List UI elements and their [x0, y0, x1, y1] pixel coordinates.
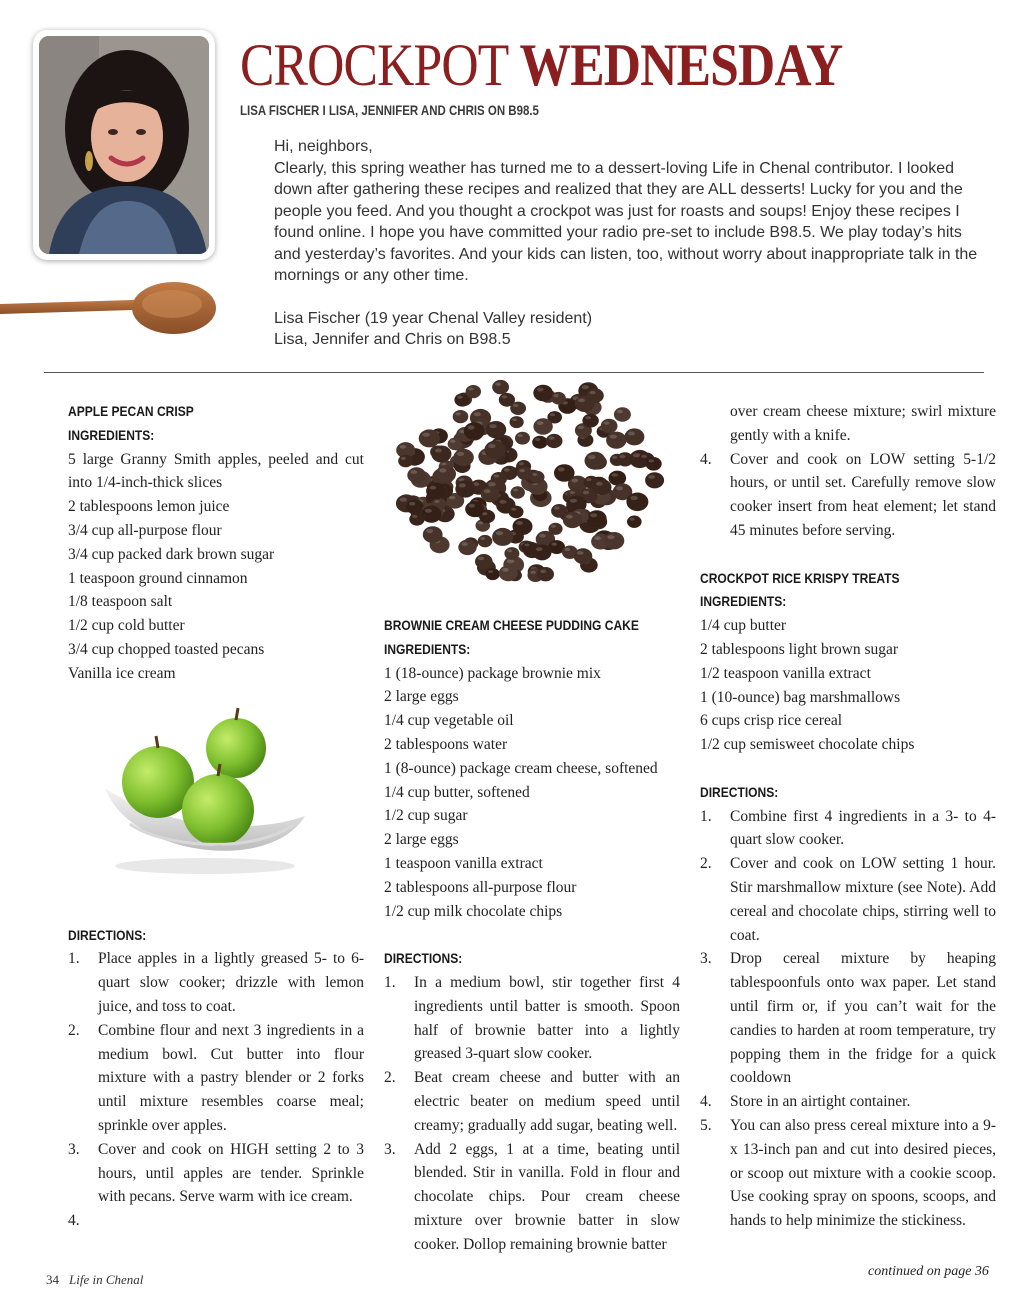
- chocolate-chip-highlight: [401, 457, 406, 460]
- chocolate-chip-highlight: [480, 537, 485, 540]
- chocolate-chip-highlight: [519, 462, 524, 465]
- step-number: 2.: [68, 1021, 80, 1039]
- chocolate-chip-highlight: [648, 459, 654, 462]
- chocolate-chip: [563, 512, 582, 528]
- chocolate-chip-highlight: [539, 534, 546, 538]
- chocolate-chip: [455, 480, 475, 497]
- chocolate-chip: [504, 547, 519, 560]
- chocolate-chip-highlight: [409, 502, 415, 506]
- byline: LISA FISCHER I LISA, JENNIFER AND CHRIS ON B98.5: [240, 102, 539, 118]
- chocolate-chip: [426, 483, 445, 500]
- chocolate-chip-highlight: [617, 410, 623, 413]
- step-text: Store in an airtight container.: [730, 1093, 911, 1111]
- step-text: Place apples in a lightly greased 5- to 6-quart slow cooker; drizzle with lemon juice, and toss to coat.: [98, 950, 364, 1015]
- chocolate-chip-highlight: [513, 404, 519, 407]
- author-photo: [33, 30, 215, 260]
- chocolate-chip: [609, 471, 627, 486]
- chocolate-chip-highlight: [488, 444, 495, 448]
- direction-step: [68, 947, 364, 1018]
- author-portrait-image: [39, 36, 209, 254]
- chocolate-chip: [587, 388, 604, 403]
- chocolate-chip: [517, 467, 533, 480]
- chocolate-chip-highlight: [610, 435, 617, 439]
- chocolate-chip-highlight: [586, 478, 591, 481]
- chocolate-chip-highlight: [566, 515, 573, 519]
- ingredient-item: 1/2 cup semisweet chocolate chips: [700, 736, 915, 754]
- page-title: [240, 30, 842, 100]
- chocolate-chip: [551, 392, 566, 405]
- chocolate-chip-highlight: [551, 525, 556, 528]
- ingredient-item: 1 teaspoon vanilla extract: [384, 854, 543, 872]
- ingredient-item: 1/2 cup sugar: [384, 807, 468, 825]
- chocolate-chip-highlight: [439, 468, 446, 472]
- chocolate-chip-highlight: [565, 548, 571, 551]
- chocolate-chip: [458, 540, 476, 556]
- continued-note: continued on page 36: [868, 1264, 989, 1279]
- chocolate-chip-highlight: [435, 500, 440, 503]
- ingredient-item: 2 tablespoons lemon juice: [68, 498, 230, 516]
- direction-step: [68, 1209, 364, 1233]
- signature-line-2: Lisa, Jennifer and Chris on B98.5: [274, 331, 511, 348]
- direction-step: [700, 947, 996, 1090]
- chocolate-chip: [522, 541, 537, 553]
- chocolate-chip: [486, 568, 500, 580]
- chocolate-chip-highlight: [620, 455, 626, 458]
- chocolate-chip: [510, 402, 526, 415]
- chocolate-chip-highlight: [400, 498, 407, 502]
- chocolate-chip-highlight: [612, 473, 618, 477]
- chocolate-chip-highlight: [484, 489, 491, 493]
- ingredient-item: 1 (18-ounce) package brownie mix: [384, 664, 601, 682]
- greeting: Hi, neighbors,: [274, 138, 373, 155]
- ingredient-item: 1/4 cup butter, softened: [384, 783, 530, 801]
- chocolate-chip: [546, 434, 563, 448]
- chocolate-chip: [582, 414, 598, 428]
- ingredient-item: 5 large Granny Smith apples, peeled and cut into 1/4-inch-thick slices: [68, 450, 364, 492]
- ingredient-item: 2 tablespoons all-purpose flour: [384, 878, 577, 896]
- chocolate-chip-highlight: [435, 449, 442, 453]
- ingredient-item: 2 tablespoons water: [384, 735, 508, 753]
- ingredient-item: 6 cups crisp rice cereal: [700, 712, 843, 730]
- chocolate-chip: [533, 418, 552, 434]
- chocolate-chip: [510, 416, 524, 428]
- direction-step: [700, 852, 996, 947]
- chocolate-chip-highlight: [604, 421, 610, 424]
- chocolate-chip: [548, 523, 562, 535]
- chocolate-chip: [585, 452, 606, 470]
- chocolate-chip-highlight: [571, 479, 578, 483]
- ingredient-item: 2 large eggs: [384, 688, 459, 706]
- chocolate-chip: [398, 455, 413, 468]
- chocolate-chip-highlight: [459, 483, 466, 487]
- step-text: Cover and cook on LOW setting 1 hour. Stir marshmallow mixture (see Note). Add cereal and chocolate chips, stirring well to coat.: [730, 855, 996, 944]
- chocolate-chip-highlight: [478, 557, 484, 561]
- chocolate-chip-highlight: [441, 463, 446, 466]
- step-number: 1.: [700, 807, 712, 825]
- chocolate-chip-highlight: [583, 491, 589, 495]
- direction-step: [700, 1090, 996, 1114]
- ingredient-item: 3/4 cup all-purpose flour: [68, 521, 222, 539]
- chocolate-chip-highlight: [594, 536, 601, 540]
- chocolate-chip-highlight: [549, 436, 555, 439]
- chocolate-chip-highlight: [535, 438, 540, 441]
- ingredient-item: 1/4 cup vegetable oil: [384, 712, 514, 730]
- ingredient-item: 1 (8-ounce) package cream cheese, softened: [384, 759, 658, 777]
- direction-step: [68, 1138, 364, 1209]
- step-number: 4.: [68, 1212, 80, 1230]
- chocolate-chip-highlight: [494, 474, 500, 477]
- chocolate-chip: [436, 465, 456, 482]
- direction-step: [700, 1114, 996, 1233]
- direction-step-continuation: [700, 400, 996, 448]
- step-number: 2.: [700, 855, 712, 873]
- chocolate-chip: [554, 464, 575, 482]
- chocolate-chip: [606, 432, 626, 449]
- chocolate-chip-highlight: [530, 571, 536, 574]
- chocolate-chip-highlight: [532, 473, 537, 476]
- chocolate-chip-highlight: [630, 518, 635, 521]
- chocolate-chip-highlight: [500, 500, 507, 504]
- chocolate-chip: [511, 486, 525, 498]
- ingredient-item: 3/4 cup packed dark brown sugar: [68, 545, 275, 563]
- chocolate-chip: [614, 407, 631, 421]
- step-text: Beat cream cheese and butter with an electric beater on medium speed until creamy; gradually add sugar, beating well.: [414, 1069, 680, 1134]
- intro-paragraph: Clearly, this spring weather has turned me to a dessert-loving Life in Chenal contributor. I looked down after gathering these recipes and realized that they are ALL desserts! Lucky for you and the people you feed. And you thought a crockpot was just for roasts and soups! Enjoy these recipes I found online. I hope you have committed your radio pre-set to include B98.5. We play today’s hits and yesterday’s favorites. And your kids can listen, too, without worry about inappropriate talk in the mornings or any other time.: [274, 159, 978, 284]
- chocolate-chip-highlight: [430, 486, 437, 490]
- chocolate-chip-highlight: [525, 543, 530, 546]
- magazine-name: Life in Chenal: [69, 1272, 144, 1287]
- chocolate-chip: [533, 385, 553, 402]
- chocolate-chip: [627, 516, 642, 528]
- step-text: Add 2 eggs, 1 at a time, beating until blended. Stir in vanilla. Fold in flour and chocolate chips. Pour cream cheese mixture over brownie batter in slow cooker. Dollop remaining brownie batter: [414, 1140, 680, 1253]
- chocolate-chips-image: [388, 374, 668, 599]
- chocolate-chip-highlight: [578, 426, 584, 429]
- chocolate-chip: [645, 472, 664, 488]
- step-number: 3.: [384, 1140, 396, 1158]
- chocolate-chip-highlight: [607, 535, 614, 539]
- chocolate-chip-highlight: [455, 412, 460, 415]
- chocolate-chip-highlight: [502, 568, 509, 572]
- chocolate-chip: [537, 567, 554, 581]
- chocolate-chip-highlight: [450, 440, 455, 443]
- chocolate-chip: [419, 429, 440, 447]
- chocolate-chip-highlight: [488, 570, 493, 573]
- chocolate-chip: [465, 501, 484, 517]
- chocolate-chip: [574, 548, 593, 564]
- chocolate-chip-highlight: [554, 394, 559, 397]
- recipe-brownie-pudding-cake: [384, 614, 680, 1257]
- direction-step: [68, 1019, 364, 1138]
- directions-heading: DIRECTIONS:: [700, 783, 779, 800]
- chocolate-chip-highlight: [422, 433, 429, 437]
- step-text: Combine flour and next 3 ingredients in a medium bowl. Cut butter into flour mixture with a pastry blender or 2 forks until mixture resembles coarse meal; sprinkle over apples.: [98, 1021, 364, 1134]
- chocolate-chip-highlight: [412, 515, 417, 518]
- chocolate-chip-highlight: [570, 491, 575, 494]
- direction-step: [384, 1138, 680, 1257]
- chocolate-chip: [478, 535, 493, 547]
- chocolate-chip-highlight: [457, 452, 464, 456]
- chocolate-chip-highlight: [590, 513, 597, 517]
- directions-list: [68, 947, 364, 1233]
- step-number: 2.: [384, 1069, 396, 1087]
- chocolate-chip-highlight: [495, 383, 501, 386]
- page-number: 34: [46, 1272, 59, 1287]
- chocolate-chip-highlight: [489, 424, 496, 428]
- ingredient-item: 2 tablespoons light brown sugar: [700, 640, 899, 658]
- ingredient-item: Vanilla ice cream: [68, 664, 176, 682]
- chocolate-chip-highlight: [462, 542, 468, 546]
- chocolate-chip-highlight: [570, 499, 577, 503]
- chocolate-chip: [532, 436, 547, 449]
- chocolate-chip-highlight: [588, 455, 595, 459]
- title-bold: WEDNESDAY: [519, 32, 843, 98]
- direction-step: [700, 805, 996, 853]
- chocolate-chip: [406, 499, 424, 514]
- recipe-title: BROWNIE CREAM CHEESE PUDDING CAKE: [384, 617, 639, 633]
- chocolate-chip-highlight: [400, 445, 407, 449]
- chocolate-chip-highlight: [577, 551, 584, 555]
- chocolate-chip-highlight: [474, 412, 481, 416]
- chocolate-chip-highlight: [518, 434, 523, 437]
- chocolate-chip: [587, 510, 607, 527]
- chocolate-chip: [475, 554, 493, 569]
- chocolate-chip-highlight: [551, 543, 557, 546]
- ingredients-heading: INGREDIENTS:: [68, 426, 155, 443]
- step-text: Drop cereal mixture by heaping tablespoonfuls onto wax paper. Let stand until firm or, if you can’t wait for the candies to harden at room temperature, try popping them in the fridge for a quick cooldown: [730, 950, 996, 1087]
- direction-step: [384, 971, 680, 1066]
- chocolate-chip: [409, 513, 424, 526]
- directions-heading: DIRECTIONS:: [384, 950, 463, 967]
- ingredient-list: [68, 495, 364, 685]
- ingredient-item: 1/2 cup milk chocolate chips: [384, 902, 563, 920]
- chocolate-chip-highlight: [641, 455, 647, 458]
- chocolate-chip-highlight: [411, 470, 418, 474]
- chocolate-chip: [481, 487, 500, 503]
- chocolate-chip: [626, 493, 648, 512]
- chocolate-chip-highlight: [537, 421, 544, 425]
- step-text: Cover and cook on HIGH setting 2 to 3 hours, until apples are tender. Sprinkle with pecans. Serve warm with ice cream.: [98, 1140, 364, 1206]
- chocolate-chip-highlight: [502, 395, 508, 398]
- chocolate-chip-highlight: [596, 482, 603, 486]
- wooden-spoon-icon: [0, 276, 220, 346]
- chocolate-chip-highlight: [578, 398, 585, 402]
- chocolate-chip: [431, 446, 451, 463]
- ingredient-item: 1/4 cup butter: [700, 617, 787, 635]
- chocolate-chip-highlight: [558, 467, 565, 471]
- chocolate-chip: [486, 421, 506, 438]
- chocolate-chip-highlight: [425, 509, 432, 513]
- chocolate-chip-highlight: [507, 549, 512, 552]
- recipe-apple-pecan-crisp: [68, 400, 364, 1233]
- chocolate-chip-highlight: [582, 385, 589, 389]
- ingredient-item: 1/2 cup cold butter: [68, 617, 185, 635]
- chocolate-chip-highlight: [504, 468, 510, 471]
- ingredient-item: 2 large eggs: [384, 831, 459, 849]
- chocolate-chip-highlight: [520, 469, 525, 472]
- chocolate-chip: [624, 428, 644, 445]
- step-number: 3.: [700, 950, 712, 968]
- intro-letter: [274, 136, 990, 351]
- ingredient-list: [700, 614, 996, 757]
- chocolate-chip-highlight: [469, 504, 476, 508]
- signature-line-1: Lisa Fischer (19 year Chenal Valley resident): [274, 309, 593, 327]
- section-divider: [44, 372, 984, 373]
- chocolate-chip-highlight: [468, 387, 473, 390]
- ingredients-heading: INGREDIENTS:: [384, 640, 471, 657]
- chocolate-chip-highlight: [512, 418, 517, 421]
- chocolate-chip: [423, 526, 443, 543]
- chocolate-chip-highlight: [628, 431, 635, 435]
- chocolate-chip: [604, 532, 624, 549]
- chocolate-chip-highlight: [554, 506, 560, 509]
- step-number: 4.: [700, 1093, 712, 1111]
- chocolate-chip: [515, 432, 530, 445]
- ingredient-item: 1 teaspoon ground cinnamon: [68, 569, 248, 587]
- chocolate-chip: [453, 449, 473, 466]
- ingredient-item: 1/8 teaspoon salt: [68, 593, 173, 611]
- title-light: CROCKPOT: [240, 32, 508, 98]
- chocolate-chip: [509, 506, 524, 519]
- chocolate-chip-highlight: [585, 416, 591, 419]
- brownie-directions-continued: [700, 400, 996, 543]
- chocolate-chip-highlight: [513, 489, 518, 492]
- chocolate-chip: [492, 528, 513, 546]
- chocolate-chip: [453, 410, 469, 423]
- step-number: 1.: [384, 973, 396, 991]
- chocolate-chip-highlight: [540, 570, 546, 573]
- step-number: 5.: [700, 1116, 712, 1134]
- directions-list: [700, 805, 996, 1233]
- direction-step: [384, 1066, 680, 1137]
- chocolate-chip: [601, 419, 618, 433]
- chocolate-chip-highlight: [511, 508, 516, 511]
- direction-step: [700, 448, 996, 543]
- step-number: 4.: [700, 450, 712, 468]
- chocolate-chip: [466, 385, 481, 398]
- step-number: 1.: [68, 950, 80, 968]
- chocolate-chip-highlight: [457, 396, 463, 399]
- step-text: Cover and cook on LOW setting 5-1/2 hours, or until set. Carefully remove slow cooker insert from heat element; let stand 45 minutes before serving.: [730, 450, 996, 539]
- chocolate-chip: [499, 565, 518, 581]
- ingredient-item: 1/2 teaspoon vanilla extract: [700, 664, 871, 682]
- chocolate-chip: [407, 467, 426, 483]
- ingredient-item: 1 (10-ounce) bag marshmallows: [700, 688, 901, 706]
- chocolate-chip-highlight: [536, 547, 543, 551]
- recipe-title: APPLE PECAN CRISP: [68, 403, 194, 419]
- ingredient-item: 3/4 cup chopped toasted pecans: [68, 640, 265, 658]
- chocolate-chip-highlight: [468, 425, 475, 429]
- directions-list: [384, 971, 680, 1257]
- chocolate-chip-highlight: [648, 475, 655, 479]
- chocolate-chip: [485, 441, 506, 459]
- step-text: In a medium bowl, stir together first 4 ingredients until batter is smooth. Spoon half of brownie batter into a lightly greased 3-quart slow cooker.: [414, 973, 680, 1063]
- directions-heading: DIRECTIONS:: [68, 926, 147, 943]
- chocolate-chip: [593, 479, 612, 495]
- chocolate-chip-highlight: [537, 388, 544, 392]
- chocolate-chip: [464, 422, 485, 440]
- chocolate-chip-highlight: [496, 531, 503, 535]
- step-text: over cream cheese mixture; swirl mixture gently with a knife.: [730, 403, 996, 444]
- ingredient-list: [384, 662, 680, 924]
- chocolate-chip-highlight: [488, 482, 496, 486]
- chocolate-chip-highlight: [590, 391, 596, 394]
- recipe-title: CROCKPOT RICE KRISPY TREATS: [700, 569, 900, 586]
- chocolate-chip: [492, 380, 509, 394]
- step-text: You can also press cereal mixture into a 9- x 13-inch pan and cut into desired pieces, or scoop out mixture with a cookie scoop. Use cooking spray on spoons, scoops, and hands to help minimize the stickiness.: [730, 1116, 996, 1230]
- chocolate-chip-highlight: [516, 521, 523, 525]
- chocolate-chip-highlight: [630, 496, 638, 500]
- chocolate-chip-highlight: [426, 529, 433, 533]
- chocolate-chip-highlight: [612, 456, 617, 459]
- chocolate-chip-highlight: [616, 486, 623, 490]
- ingredients-heading: INGREDIENTS:: [700, 593, 787, 610]
- recipe-column-right: [700, 400, 996, 1233]
- step-number: 3.: [68, 1140, 80, 1158]
- chocolate-chip: [646, 457, 662, 471]
- chocolate-chip-highlight: [550, 413, 555, 416]
- page-footer: [46, 1272, 143, 1288]
- step-text: Combine first 4 ingredients in a 3- to 4-quart slow cooker.: [730, 807, 996, 849]
